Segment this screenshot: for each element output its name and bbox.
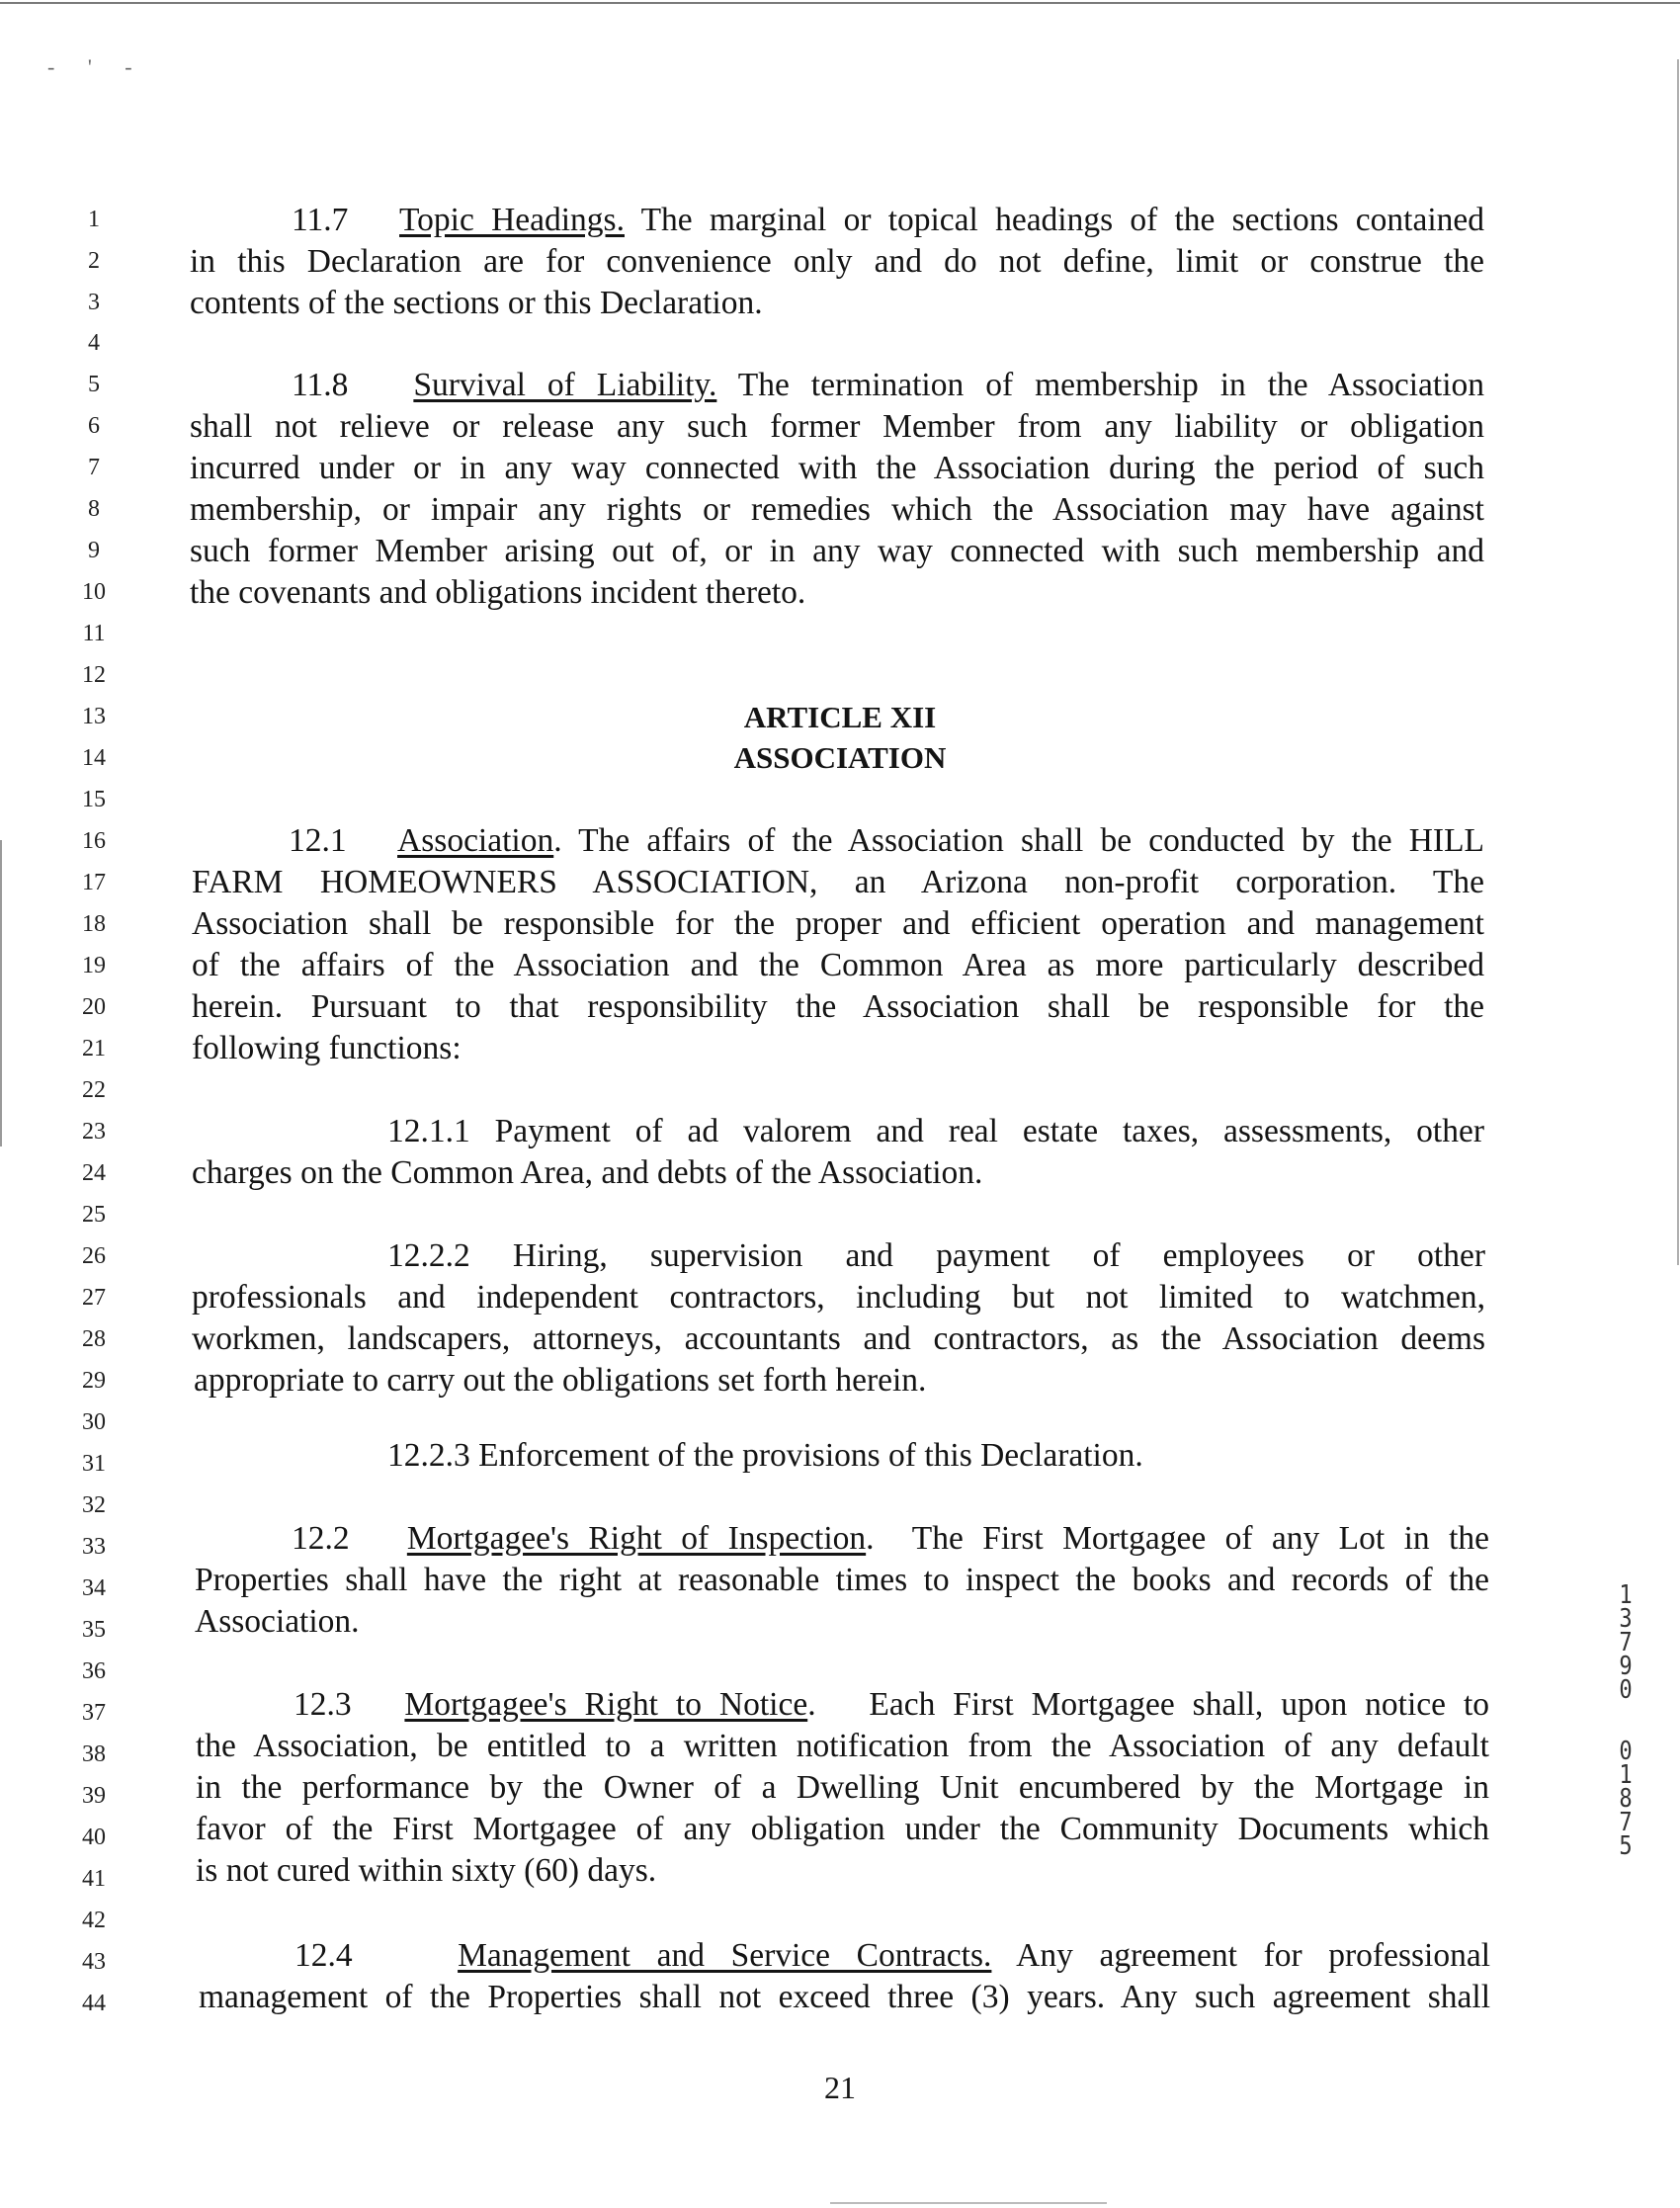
line-number: 38 [82,1741,106,1767]
section-number: 12.2 [292,1520,350,1557]
section-text: The First Mortgagee of any Lot in the [911,1520,1489,1557]
section-number: 12.1 [289,822,347,859]
corner-scan-marks: - ' - [47,54,146,79]
line-number: 12 [82,662,106,688]
line-number: 15 [82,787,106,812]
section-number: 12.4 [294,1937,353,1974]
stamp-digit: 7 [1619,1628,1633,1657]
line-number: 4 [88,330,100,356]
section-12-2-2-line-3: workmen, landscapers, attorneys, accountants and contractors, as the Association deems [192,1320,1485,1357]
section-12-1-line-5: herein. Pursuant to that responsibility the Association shall be responsible for the [192,988,1484,1025]
stamp-digit: 0 [1619,1675,1633,1705]
recording-stamp-column-1 [1615,1580,1637,1705]
section-11-8-line-3: incurred under or in any way connected with the Association during the period of such [190,450,1484,486]
line-number: 3 [88,290,100,315]
section-11-8-line-1 [292,365,1484,406]
line-number: 32 [82,1492,106,1518]
line-number: 20 [82,994,106,1020]
section-12-2-2-line-4: appropriate to carry out the obligations set forth herein. [194,1362,927,1399]
section-11-8-line-2: shall not relieve or release any such former Member from any liability or obligation [190,408,1484,445]
section-12-4-line-2: management of the Properties shall not exceed three (3) years. Any such agreement shall [199,1979,1490,2015]
stamp-digit: 1 [1619,1760,1633,1790]
line-number: 10 [82,579,106,605]
left-scan-edge [0,840,2,1146]
stamp-digit: 9 [1619,1652,1633,1681]
line-number: 40 [82,1825,106,1850]
page-number: 21 [824,2070,856,2105]
line-number: 33 [82,1534,106,1560]
line-number: 22 [82,1077,106,1103]
stamp-digit: 3 [1619,1604,1633,1634]
article-label: ARTICLE XII [743,700,937,734]
section-12-3-line-2: the Association, be entitled to a written notification from the Association of any default [196,1728,1489,1764]
line-number: 42 [82,1908,106,1933]
line-number: 25 [82,1202,106,1228]
line-number: 8 [88,496,100,522]
section-12-1-line-2: FARM HOMEOWNERS ASSOCIATION, an Arizona non-profit corporation. The [192,864,1484,900]
line-number: 1 [88,207,100,232]
line-number: 29 [82,1368,106,1394]
section-11-8-line-5: such former Member arising out of, or in any way connected with such membership and [190,533,1484,569]
section-11-8-line-6: the covenants and obligations incident thereto. [190,574,806,611]
section-text: Any agreement for professional [1016,1937,1491,1974]
stamp-digit: 7 [1619,1808,1633,1837]
section-12-2-line-3: Association. [195,1603,360,1640]
section-11-7-line-2: in this Declaration are for convenience only and do not define, limit or construe the [190,243,1484,280]
section-title-punct: . [553,822,562,859]
recording-stamp-column-2 [1615,1737,1637,1861]
stamp-digit: 0 [1619,1737,1633,1766]
top-edge-rule [0,2,1680,4]
stamp-digit: 8 [1619,1784,1633,1814]
line-number: 17 [82,870,106,895]
section-11-7-line-3: contents of the sections or this Declaration. [190,285,763,321]
section-text: The marginal or topical headings of the sections contained [640,202,1485,238]
line-number: 18 [82,911,106,937]
section-12-3-line-3: in the performance by the Owner of a Dwelling Unit encumbered by the Mortgage in [196,1769,1489,1806]
line-number: 31 [82,1451,106,1477]
line-number: 24 [82,1160,106,1186]
bottom-edge-rule [830,2202,1107,2204]
line-number: 36 [82,1658,106,1684]
section-12-1-1-line-1: 12.1.1 Payment of ad valorem and real estate taxes, assessments, other [387,1113,1484,1149]
section-12-2-line-1 [292,1518,1489,1560]
line-number: 37 [82,1700,106,1726]
line-number: 14 [82,745,106,771]
stamp-digit: 5 [1619,1831,1633,1861]
line-number: 7 [88,455,100,480]
line-number: 30 [82,1409,106,1435]
section-number: 11.8 [292,367,349,403]
section-11-7-line-1 [292,200,1484,241]
line-number: 39 [82,1783,106,1809]
section-title: Survival of Liability. [413,367,717,403]
line-number: 41 [82,1866,106,1892]
stamp-digit: 1 [1619,1580,1633,1610]
line-number: 27 [82,1285,106,1311]
section-title: Mortgagee's Right to Notice [404,1686,808,1723]
section-12-2-2-line-1: 12.2.2 Hiring, supervision and payment of employees or other [387,1237,1485,1274]
section-title: Association [397,822,554,859]
right-scan-edge [1677,59,1679,1265]
line-number: 28 [82,1326,106,1352]
line-number: 5 [88,372,100,397]
section-title: Mortgagee's Right of Inspection [406,1520,867,1557]
section-12-1-line-6: following functions: [192,1030,462,1066]
section-12-2-2-line-2: professionals and independent contractors, including but not limited to watchmen, [192,1279,1485,1316]
line-number: 11 [82,621,106,646]
section-12-1-1-line-2: charges on the Common Area, and debts of the Association. [192,1154,983,1191]
line-number: 44 [82,1991,106,2016]
line-number: 34 [82,1575,106,1601]
section-title: Management and Service Contracts. [458,1937,992,1974]
line-number: 26 [82,1243,106,1269]
section-number: 12.3 [294,1686,352,1723]
section-12-1-line-3: Association shall be responsible for the proper and efficient operation and management [192,905,1484,942]
section-number: 11.7 [292,202,349,238]
section-12-1-line-4: of the affairs of the Association and the Common Area as more particularly described [192,947,1484,983]
section-12-4-line-1 [294,1935,1490,1977]
section-title-punct: . [866,1520,875,1557]
section-text: The termination of membership in the Association [737,367,1484,403]
line-number: 6 [88,413,100,439]
line-number: 19 [82,953,106,978]
line-number: 43 [82,1949,106,1975]
section-12-1-line-1 [289,820,1484,862]
line-number: 13 [82,704,106,729]
article-title: ASSOCIATION [733,740,947,775]
section-title: Topic Headings. [399,202,625,238]
section-12-2-line-2: Properties shall have the right at reasonable times to inspect the books and records of the [195,1562,1489,1598]
section-title-punct: . [807,1686,816,1723]
section-12-2-3: 12.2.3 Enforcement of the provisions of this Declaration. [387,1437,1143,1474]
line-number: 35 [82,1617,106,1643]
line-number: 16 [82,828,106,854]
line-number: 2 [88,248,100,274]
section-12-3-line-4: favor of the First Mortgagee of any obligation under the Community Documents which [196,1811,1489,1847]
line-number: 23 [82,1119,106,1145]
section-11-8-line-4: membership, or impair any rights or remedies which the Association may have against [190,491,1484,528]
section-text: The affairs of the Association shall be conducted by the HILL [578,822,1484,859]
section-text: Each First Mortgagee shall, upon notice to [869,1686,1490,1723]
line-number: 9 [88,538,100,563]
section-12-3-line-5: is not cured within sixty (60) days. [196,1852,657,1889]
section-12-3-line-1 [294,1684,1489,1726]
line-number: 21 [82,1036,106,1062]
